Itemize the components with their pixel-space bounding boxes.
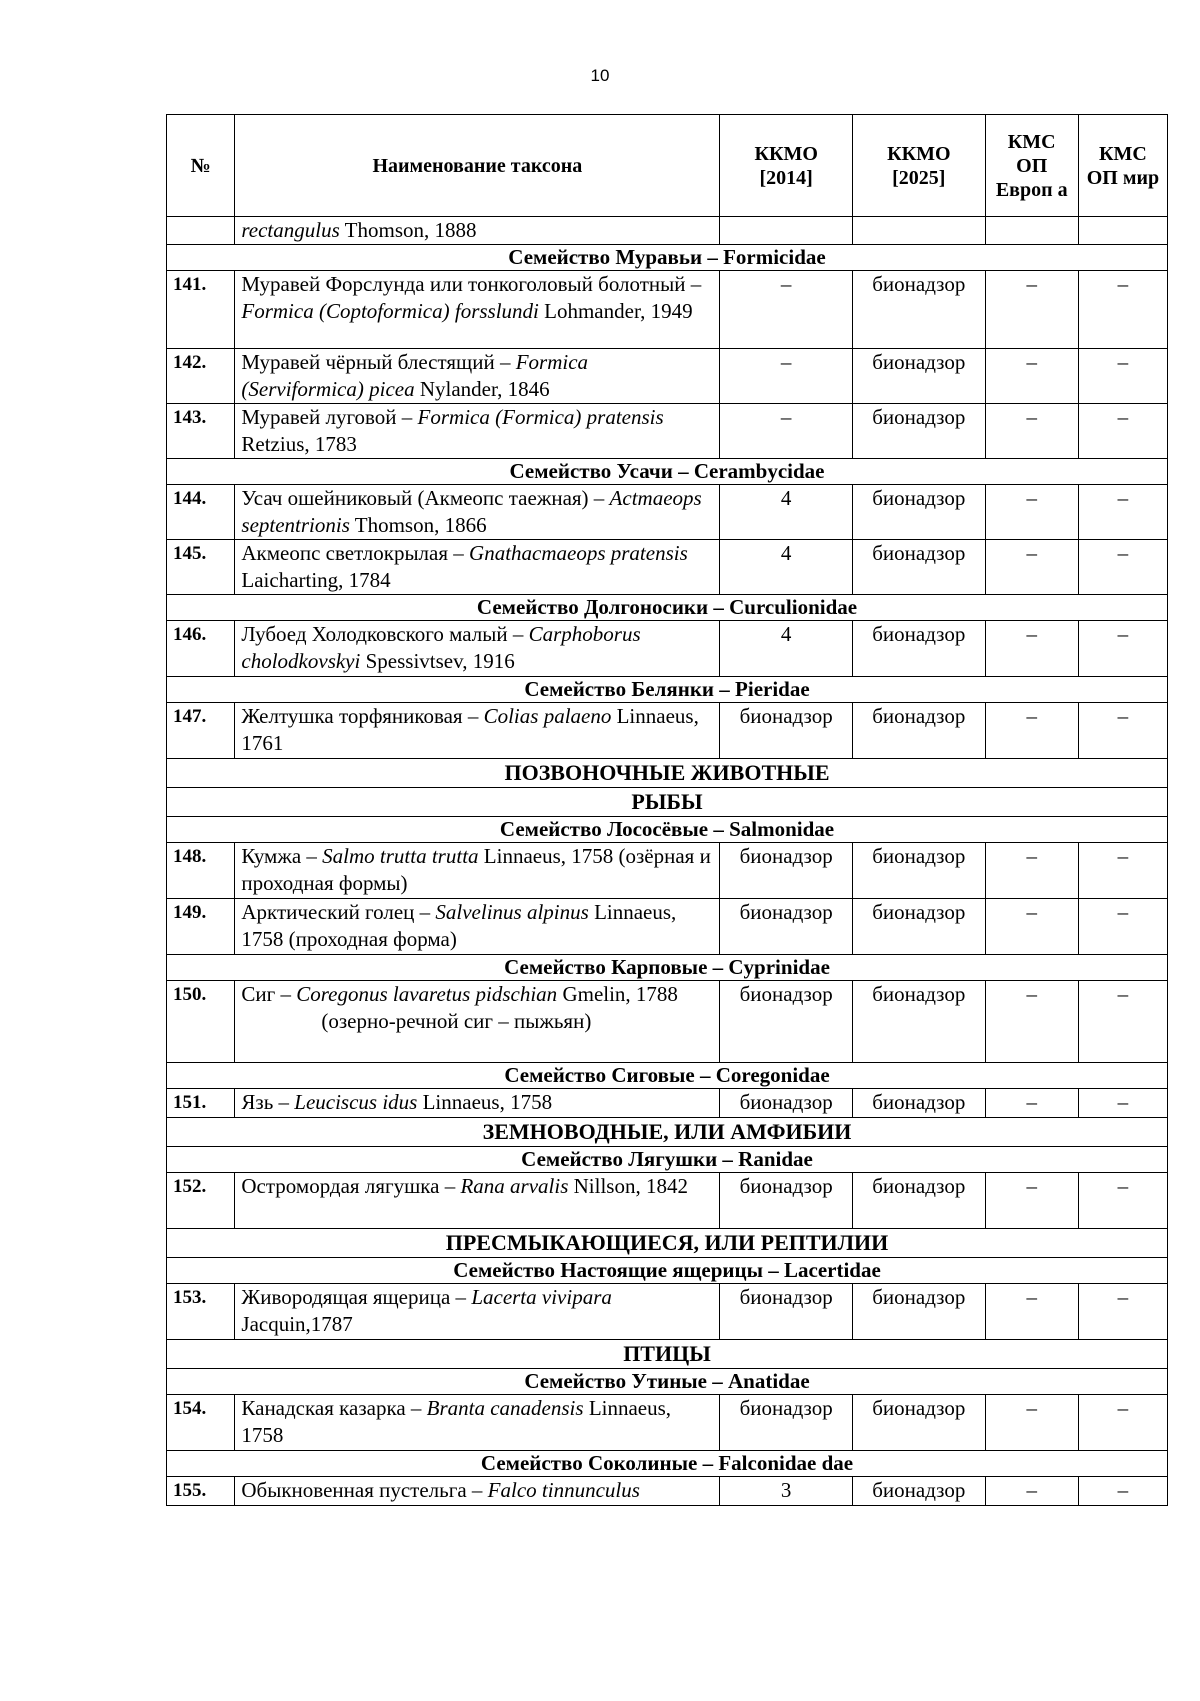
family-title: Семейство Сиговые – Coregonidae	[167, 1063, 1168, 1089]
kms-world-cell: –	[1078, 621, 1167, 677]
author: Thomson, 1888	[339, 218, 477, 242]
kkmo-2014-cell	[720, 217, 853, 245]
kkmo-2014-cell: бионадзор	[720, 981, 853, 1063]
page-number: 10	[590, 66, 610, 85]
kms-europe-cell: –	[985, 1089, 1078, 1118]
family-title: Семейство Муравьи – Formicidae	[167, 245, 1168, 271]
kms-world-cell: –	[1078, 404, 1167, 459]
kkmo-2014-cell: 4	[720, 621, 853, 677]
group-row	[167, 759, 1168, 788]
kms-europe-cell: –	[985, 981, 1078, 1063]
kms-world-cell: –	[1078, 1173, 1167, 1229]
taxa-table	[166, 114, 1168, 1506]
latin-name: Carphoborus cholodkovskyi	[241, 622, 641, 673]
kkmo-2025-cell: бионадзор	[852, 1089, 985, 1118]
taxon-name	[235, 1395, 720, 1451]
common-name: Сиг –	[241, 982, 297, 1006]
latin-name: Rana arvalis	[460, 1174, 569, 1198]
author: Nillson, 1842	[568, 1174, 688, 1198]
kkmo-2014-cell: бионадзор	[720, 1284, 853, 1340]
kms-europe-cell: –	[985, 1173, 1078, 1229]
group-title: ПТИЦЫ	[167, 1340, 1168, 1369]
author: Thomson, 1866	[349, 513, 487, 537]
family-row	[167, 677, 1168, 703]
kms-world-cell: –	[1078, 1477, 1167, 1506]
family-row	[167, 1147, 1168, 1173]
group-row	[167, 1229, 1168, 1258]
latin-name: Formica (Coptoformica) forsslundi	[241, 299, 539, 323]
author: Nylander, 1846	[414, 377, 550, 401]
author: Linnaeus, 1758	[417, 1090, 553, 1114]
table-row	[167, 843, 1168, 899]
row-num: 147.	[167, 703, 235, 759]
group-title: ПОЗВОНОЧНЫЕ ЖИВОТНЫЕ	[167, 759, 1168, 788]
table-row	[167, 349, 1168, 404]
kms-europe-cell: –	[985, 404, 1078, 459]
row-num: 144.	[167, 485, 235, 540]
row-num: 146.	[167, 621, 235, 677]
kms-world-cell: –	[1078, 981, 1167, 1063]
family-row	[167, 1063, 1168, 1089]
row-num: 148.	[167, 843, 235, 899]
kms-europe-cell: –	[985, 1477, 1078, 1506]
family-row	[167, 955, 1168, 981]
family-title: Семейство Соколиные – Falconidae dae	[167, 1451, 1168, 1477]
common-name: Язь –	[241, 1090, 295, 1114]
latin-name: Coregonus lavaretus pidschian	[296, 982, 558, 1006]
family-title: Семейство Настоящие ящерицы – Lacertidae	[167, 1258, 1168, 1284]
row-num: 143.	[167, 404, 235, 459]
latin-name: rectangulus	[241, 218, 340, 242]
taxon-name	[235, 217, 720, 245]
header-kms-world: КМС ОП мир	[1078, 115, 1167, 217]
kkmo-2014-cell: 4	[720, 540, 853, 595]
common-name: Кумжа –	[241, 844, 323, 868]
header-kkmo-2014: ККМО [2014]	[720, 115, 853, 217]
header-num: №	[167, 115, 235, 217]
kkmo-2025-cell: бионадзор	[852, 981, 985, 1063]
table-row	[167, 485, 1168, 540]
kms-world-cell: –	[1078, 271, 1167, 349]
kkmo-2025-cell: бионадзор	[852, 1173, 985, 1229]
latin-name: Salvelinus alpinus	[435, 900, 589, 924]
kms-europe-cell: –	[985, 843, 1078, 899]
kms-europe-cell: –	[985, 1395, 1078, 1451]
taxon-name	[235, 1089, 720, 1118]
family-title: Семейство Лягушки – Ranidae	[167, 1147, 1168, 1173]
common-name: Арктический голец –	[241, 900, 436, 924]
taxon-name	[235, 1477, 720, 1506]
row-num: 155.	[167, 1477, 235, 1506]
kkmo-2014-cell: –	[720, 349, 853, 404]
taxon-name	[235, 404, 720, 459]
taxon-name	[235, 1173, 720, 1229]
taxon-name	[235, 540, 720, 595]
common-name: Муравей луговой –	[241, 405, 418, 429]
family-title: Семейство Утиные – Anatidae	[167, 1369, 1168, 1395]
common-name: Остромордая лягушка –	[241, 1174, 461, 1198]
kkmo-2014-cell: –	[720, 404, 853, 459]
kms-europe-cell: –	[985, 899, 1078, 955]
table-row	[167, 1477, 1168, 1506]
header-kms-europe: КМС ОП Европ а	[985, 115, 1078, 217]
latin-name: Formica (Formica) pratensis	[417, 405, 664, 429]
kms-world-cell: –	[1078, 485, 1167, 540]
row-num: 152.	[167, 1173, 235, 1229]
taxon-name	[235, 349, 720, 404]
latin-name: Colias palaeno	[483, 704, 612, 728]
kms-europe-cell: –	[985, 621, 1078, 677]
common-name: Муравей чёрный блестящий –	[241, 350, 516, 374]
latin-name: Salmo trutta trutta	[322, 844, 479, 868]
kms-world-cell: –	[1078, 1089, 1167, 1118]
kkmo-2025-cell: бионадзор	[852, 349, 985, 404]
kkmo-2014-cell: –	[720, 271, 853, 349]
taxon-name	[235, 485, 720, 540]
taxon-name	[235, 1284, 720, 1340]
header-name: Наименование таксона	[235, 115, 720, 217]
kkmo-2014-cell: 4	[720, 485, 853, 540]
kms-world-cell: –	[1078, 703, 1167, 759]
family-title: Семейство Лососёвые – Salmonidae	[167, 817, 1168, 843]
table-row	[167, 703, 1168, 759]
author: Retzius, 1783	[241, 432, 357, 456]
kms-world-cell: –	[1078, 1395, 1167, 1451]
kkmo-2014-cell: бионадзор	[720, 843, 853, 899]
kkmo-2025-cell: бионадзор	[852, 485, 985, 540]
kms-europe-cell: –	[985, 1284, 1078, 1340]
kms-europe-cell: –	[985, 703, 1078, 759]
family-row	[167, 817, 1168, 843]
kms-europe-cell: –	[985, 349, 1078, 404]
row-num: 150.	[167, 981, 235, 1063]
family-title: Семейство Карповые – Cyprinidae	[167, 955, 1168, 981]
common-name: Канадская казарка –	[241, 1396, 427, 1420]
table-row	[167, 1089, 1168, 1118]
table-row	[167, 271, 1168, 349]
kkmo-2025-cell: бионадзор	[852, 1395, 985, 1451]
table-row	[167, 621, 1168, 677]
table-row	[167, 1395, 1168, 1451]
row-num: 142.	[167, 349, 235, 404]
kms-europe-cell: –	[985, 540, 1078, 595]
latin-name: Gnathacmaeops pratensis	[469, 541, 688, 565]
kkmo-2025-cell: бионадзор	[852, 843, 985, 899]
common-name: Обыкновенная пустельга –	[241, 1478, 488, 1502]
kms-europe-cell: –	[985, 271, 1078, 349]
kms-europe-cell: –	[985, 485, 1078, 540]
taxon-name	[235, 843, 720, 899]
family-row	[167, 1369, 1168, 1395]
family-title: Семейство Усачи – Cerambycidae	[167, 459, 1168, 485]
author: Spessivtsev, 1916	[360, 649, 515, 673]
family-title: Семейство Долгоносики – Curculionidae	[167, 595, 1168, 621]
header-kkmo-2025: ККМО [2025]	[852, 115, 985, 217]
kms-world-cell: –	[1078, 1284, 1167, 1340]
family-row	[167, 595, 1168, 621]
table-row	[167, 1173, 1168, 1229]
kms-world-cell	[1078, 217, 1167, 245]
author: Lohmander, 1949	[538, 299, 693, 323]
row-num: 141.	[167, 271, 235, 349]
latin-name: Branta canadensis	[426, 1396, 584, 1420]
common-name: Желтушка торфяниковая –	[241, 704, 484, 728]
author: Laicharting, 1784	[241, 568, 391, 592]
group-title: РЫБЫ	[167, 788, 1168, 817]
taxon-name	[235, 621, 720, 677]
kkmo-2025-cell: бионадзор	[852, 1284, 985, 1340]
table-row	[167, 404, 1168, 459]
row-num: 151.	[167, 1089, 235, 1118]
author: Linnaeus, 1758 (озёрная и проходная формы)	[241, 844, 711, 895]
latin-name: Falco tinnunculus	[487, 1478, 640, 1502]
kms-world-cell: –	[1078, 349, 1167, 404]
kms-europe-cell	[985, 217, 1078, 245]
family-row	[167, 1451, 1168, 1477]
row-num: 153.	[167, 1284, 235, 1340]
kkmo-2014-cell: бионадзор	[720, 899, 853, 955]
family-row	[167, 459, 1168, 485]
kms-world-cell: –	[1078, 899, 1167, 955]
taxon-name	[235, 703, 720, 759]
group-row	[167, 1340, 1168, 1369]
row-num: 154.	[167, 1395, 235, 1451]
kkmo-2025-cell: бионадзор	[852, 703, 985, 759]
taxon-name	[235, 899, 720, 955]
family-row	[167, 1258, 1168, 1284]
common-name: Муравей Форслунда или тонкоголовый болотный –	[241, 272, 702, 296]
common-name: Усач ошейниковый (Акмеопс таежная) –	[241, 486, 610, 510]
kkmo-2014-cell: 3	[720, 1477, 853, 1506]
author: Gmelin, 1788	[557, 982, 678, 1006]
kkmo-2025-cell: бионадзор	[852, 404, 985, 459]
taxon-name	[235, 981, 720, 1063]
kkmo-2025-cell: бионадзор	[852, 899, 985, 955]
kkmo-2014-cell: бионадзор	[720, 1089, 853, 1118]
family-row	[167, 245, 1168, 271]
taxon-note: (озерно-речной сиг – пыжьян)	[321, 1009, 592, 1033]
latin-name: Lacerta vivipara	[471, 1285, 612, 1309]
table-row	[167, 1284, 1168, 1340]
kkmo-2025-cell: бионадзор	[852, 271, 985, 349]
author: Jacquin,1787	[241, 1312, 353, 1336]
group-title: ЗЕМНОВОДНЫЕ, ИЛИ АМФИБИИ	[167, 1118, 1168, 1147]
header-row	[167, 115, 1168, 217]
latin-name: Formica (Serviformica) picea	[241, 350, 589, 401]
kkmo-2025-cell: бионадзор	[852, 1477, 985, 1506]
family-title: Семейство Белянки – Pieridae	[167, 677, 1168, 703]
common-name: Живородящая ящерица –	[241, 1285, 472, 1309]
kkmo-2014-cell: бионадзор	[720, 703, 853, 759]
kkmo-2025-cell: бионадзор	[852, 540, 985, 595]
kkmo-2025-cell: бионадзор	[852, 621, 985, 677]
group-title: ПРЕСМЫКАЮЩИЕСЯ, ИЛИ РЕПТИЛИИ	[167, 1229, 1168, 1258]
author: Linnaeus, 1758	[241, 1396, 672, 1447]
group-row	[167, 1118, 1168, 1147]
row-num: 149.	[167, 899, 235, 955]
latin-name: Leuciscus idus	[294, 1090, 418, 1114]
kms-world-cell: –	[1078, 540, 1167, 595]
author: Linnaeus, 1761	[241, 704, 699, 755]
common-name: Лубоед Холодковского малый –	[241, 622, 529, 646]
taxon-name	[235, 271, 720, 349]
kkmo-2025-cell	[852, 217, 985, 245]
table-row	[167, 217, 1168, 245]
table-row	[167, 981, 1168, 1063]
table-row	[167, 899, 1168, 955]
common-name: Акмеопс светлокрылая –	[241, 541, 470, 565]
group-row	[167, 788, 1168, 817]
latin-name: Actmaeops septentrionis	[241, 486, 702, 537]
kms-world-cell: –	[1078, 843, 1167, 899]
kkmo-2014-cell: бионадзор	[720, 1173, 853, 1229]
kkmo-2014-cell: бионадзор	[720, 1395, 853, 1451]
table-row	[167, 540, 1168, 595]
author: Linnaeus, 1758 (проходная форма)	[241, 900, 677, 951]
row-num: 145.	[167, 540, 235, 595]
row-num	[167, 217, 235, 245]
